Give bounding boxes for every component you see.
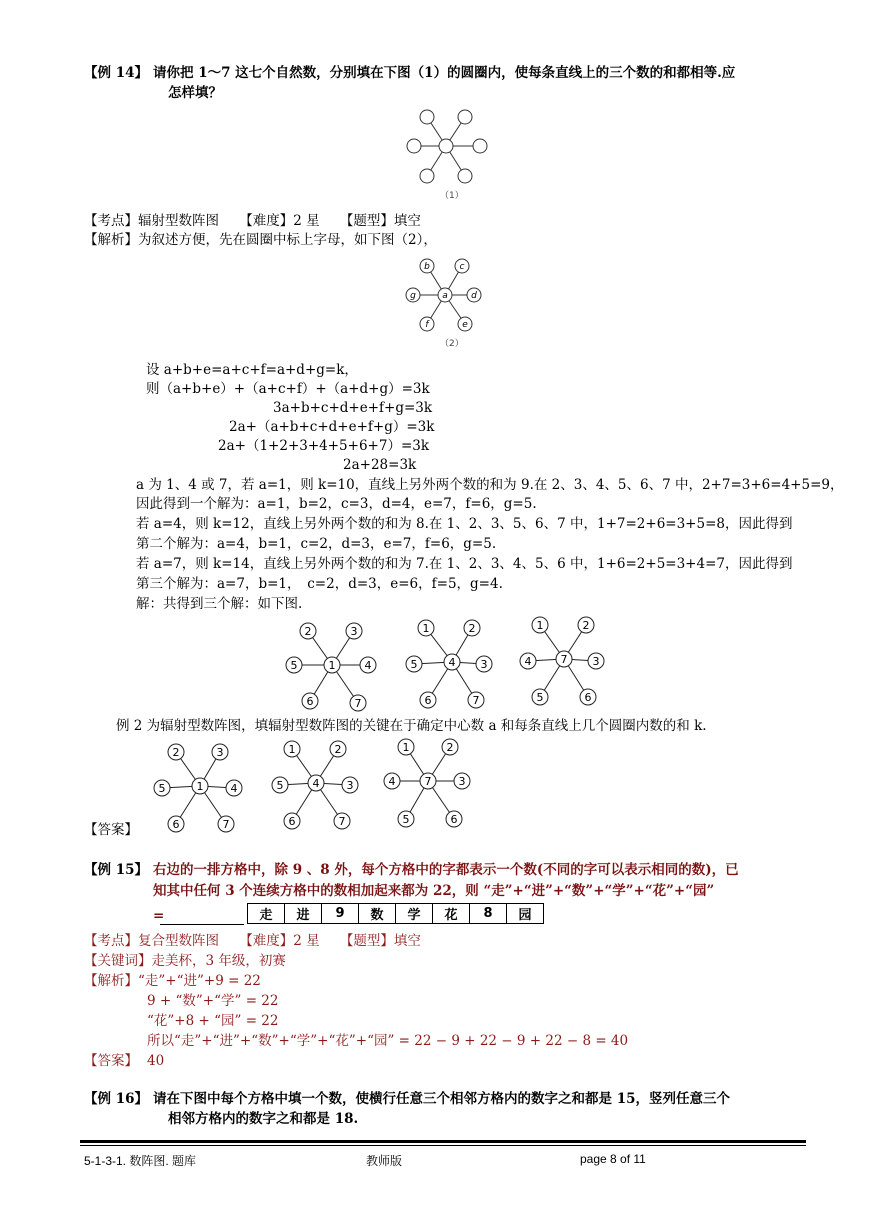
ex14-p4: 第二个解为：a=4，b=1，c=2，d=3，e=7，f=6，g=5. bbox=[136, 536, 497, 552]
sol2-c: 2 bbox=[468, 622, 476, 635]
grid-cell: 数 bbox=[359, 904, 396, 924]
footer-rule-thick bbox=[80, 1140, 806, 1143]
sol3-b: 1 bbox=[536, 619, 544, 632]
answer-diagram-1 bbox=[150, 738, 250, 838]
ans2-f: 6 bbox=[288, 815, 296, 828]
ans1-g: 5 bbox=[158, 782, 166, 795]
fig2-letter-d: d bbox=[471, 291, 477, 301]
answer-diagram-3 bbox=[378, 733, 478, 833]
sol3-c: 2 bbox=[582, 619, 590, 632]
figure-2-diagram bbox=[398, 254, 493, 349]
ex14-question-line1: 请你把 1～7 这七个自然数，分别填在下图（1）的圆圈内，使每条直线上的三个数的和都相等.应 bbox=[153, 65, 736, 81]
ex14-p5: 若 a=7，则 k=14，直线上另外两个数的和为 7.在 1、2、3、4、5、6 中，1+6=2+5=3+4=7，因此得到 bbox=[136, 556, 793, 572]
sol1-b: 2 bbox=[304, 625, 312, 638]
ex16-tag: 【例 16】 bbox=[84, 1091, 148, 1107]
ex15-eq3: “花”+8 + “园” = 22 bbox=[147, 1013, 279, 1029]
ans3-center: 7 bbox=[424, 775, 432, 788]
solution-diagram-row1-1 bbox=[282, 617, 382, 717]
ans2-g: 5 bbox=[276, 779, 284, 792]
ex14-kaodian: 【考点】辐射型数阵图 【难度】2 星 【题型】填空 bbox=[84, 213, 421, 229]
grid-cell: 走 bbox=[248, 904, 285, 924]
sol1-c: 3 bbox=[350, 625, 358, 638]
ans3-d: 3 bbox=[458, 775, 466, 788]
sol2-e: 7 bbox=[472, 694, 480, 707]
sol2-d: 3 bbox=[480, 658, 488, 671]
ex14-eq5: 2a+（1+2+3+4+5+6+7）=3k bbox=[218, 438, 430, 454]
ex14-eq1: 设 a+b+e=a+c+f=a+d+g=k， bbox=[146, 362, 358, 378]
fig2-letter-c: c bbox=[459, 262, 465, 272]
ex15-answer-value: 40 bbox=[147, 1053, 165, 1069]
ans3-b: 1 bbox=[402, 741, 410, 754]
ans1-center: 1 bbox=[196, 780, 204, 793]
grid-cell: 学 bbox=[396, 904, 433, 924]
ex15-guanjianci: 【关键词】走美杯，3 年级，初赛 bbox=[84, 953, 286, 969]
sol3-center: 7 bbox=[560, 653, 568, 666]
ans2-c: 2 bbox=[334, 743, 342, 756]
ex14-eq3: 3a+b+c+d+e+f+g=3k bbox=[273, 400, 433, 416]
ex14-question-line2: 怎样填？ bbox=[168, 85, 222, 101]
ex16-question-line2: 相邻方格内的数字之和都是 18. bbox=[168, 1111, 359, 1127]
ex14-eq6: 2a+28=3k bbox=[343, 457, 417, 473]
sol3-e: 6 bbox=[584, 691, 592, 704]
ex14-p6: 第三个解为：a=7，b=1， c=2，d=3，e=6，f=5，g=4. bbox=[136, 576, 503, 592]
grid-cell: 花 bbox=[433, 904, 470, 924]
ans1-c: 3 bbox=[216, 746, 224, 759]
ex15-tag: 【例 15】 bbox=[84, 862, 148, 878]
solution-diagram-row1-2 bbox=[402, 614, 502, 714]
ex15-question-equals: = bbox=[153, 908, 165, 924]
fig2-letter-a: a bbox=[442, 291, 448, 301]
ex14-p2: 因此得到一个解为：a=1，b=2，c=3，d=4，e=7，f=6，g=5. bbox=[136, 496, 537, 512]
sol3-g: 4 bbox=[524, 655, 532, 668]
ans2-d: 3 bbox=[346, 779, 354, 792]
footer-left: 5-1-3-1. 数阵图. 题库 bbox=[84, 1154, 197, 1168]
grid-cell: 9 bbox=[322, 904, 359, 924]
sol2-center: 4 bbox=[448, 656, 456, 669]
footer-rule-thin bbox=[80, 1145, 806, 1146]
ans1-f: 6 bbox=[172, 818, 180, 831]
ans3-e: 6 bbox=[450, 813, 458, 826]
grid-cell: 园 bbox=[507, 904, 544, 924]
grid-cell: 8 bbox=[470, 904, 507, 924]
ex15-eq4: 所以“走”+“进”+“数”+“学”+“花”+“园” = 22 − 9 + 22 − 9 + 22 − 8 = 40 bbox=[147, 1033, 629, 1049]
ans3-c: 2 bbox=[446, 741, 454, 754]
ans1-b: 2 bbox=[172, 746, 180, 759]
sol3-d: 3 bbox=[592, 655, 600, 668]
figure-2-label: （2） bbox=[440, 339, 464, 349]
figure-1-label: （1） bbox=[440, 191, 464, 201]
ex14-tag: 【例 14】 bbox=[84, 65, 148, 81]
figure-1-diagram bbox=[400, 106, 495, 201]
fig2-letter-b: b bbox=[424, 262, 430, 272]
ex14-eq2: 则（a+b+e）+（a+c+f）+（a+d+g）=3k bbox=[146, 381, 430, 397]
answer-diagram-2 bbox=[266, 735, 366, 835]
sol2-b: 1 bbox=[422, 622, 430, 635]
fig2-letter-f: f bbox=[425, 320, 429, 330]
sol1-g: 5 bbox=[290, 659, 298, 672]
ex14-p1: a 为 1、4 或 7，若 a=1，则 k=10，直线上另外两个数的和为 9.在 2、3、4、5、6、7 中，2+7=3+6=4+5=9， bbox=[136, 477, 844, 493]
ex16-question-line1: 请在下图中每个方格中填一个数，使横行任意三个相邻方格内的数字之和都是 15，竖列任意三个 bbox=[153, 1091, 730, 1107]
ex15-kaodian: 【考点】复合型数阵图 【难度】2 星 【题型】填空 bbox=[84, 933, 421, 949]
fig2-letter-e: e bbox=[462, 320, 468, 330]
footer-center: 教师版 bbox=[366, 1154, 403, 1168]
ex15-jiexi: 【解析】“走”+“进”+9 = 22 bbox=[84, 973, 261, 989]
ex14-answer-tag: 【答案】 bbox=[84, 822, 138, 838]
ans3-f: 5 bbox=[402, 813, 410, 826]
ex15-eq2: 9 + “数”+“学” = 22 bbox=[147, 993, 279, 1009]
sol2-g: 5 bbox=[410, 658, 418, 671]
ans3-g: 4 bbox=[388, 775, 396, 788]
sol1-e: 7 bbox=[354, 697, 362, 710]
ex14-eq4: 2a+（a+b+c+d+e+f+g）=3k bbox=[229, 419, 435, 435]
ex15-answer-blank bbox=[160, 924, 244, 925]
ex15-question-line2: 知其中任何 3 个连续方格中的数相加起来都为 22，则 “走”+“进”+“数”+“学”+“花”+“园” bbox=[153, 883, 715, 899]
sol1-center: 1 bbox=[328, 659, 336, 672]
solution-diagram-row1-3 bbox=[514, 611, 614, 711]
footer-page-number: page 8 of 11 bbox=[580, 1152, 646, 1166]
ans2-e: 7 bbox=[338, 815, 346, 828]
ex14-jiexi: 【解析】为叙述方便，先在圆圈中标上字母，如下图（2）， bbox=[84, 232, 437, 248]
ex15-question-line1: 右边的一排方格中，除 9 、8 外，每个方格中的字都表示一个数(不同的字可以表示相同的数)，已 bbox=[153, 862, 739, 878]
sol2-f: 6 bbox=[424, 694, 432, 707]
ex14-p7: 解：共得到三个解：如下图. bbox=[136, 596, 303, 612]
sol1-d: 4 bbox=[364, 659, 372, 672]
ex14-p8: 例 2 为辐射型数阵图，填辐射型数阵图的关键在于确定中心数 a 和每条直线上几个圆圈内数的和 k. bbox=[116, 718, 707, 734]
ex15-answer-tag: 【答案】 bbox=[84, 1053, 138, 1069]
ex14-p3: 若 a=4，则 k=12，直线上另外两个数的和为 8.在 1、2、3、5、6、7 中，1+7=2+6=3+5=8，因此得到 bbox=[136, 516, 793, 532]
fig2-letter-g: g bbox=[410, 291, 416, 301]
ans2-center: 4 bbox=[312, 777, 320, 790]
ans1-d: 4 bbox=[230, 782, 238, 795]
ans2-b: 1 bbox=[288, 743, 296, 756]
sol3-f: 5 bbox=[536, 691, 544, 704]
grid-cell: 进 bbox=[285, 904, 322, 924]
sol1-f: 6 bbox=[306, 695, 314, 708]
ex15-grid bbox=[247, 903, 544, 924]
ans1-e: 7 bbox=[222, 818, 230, 831]
